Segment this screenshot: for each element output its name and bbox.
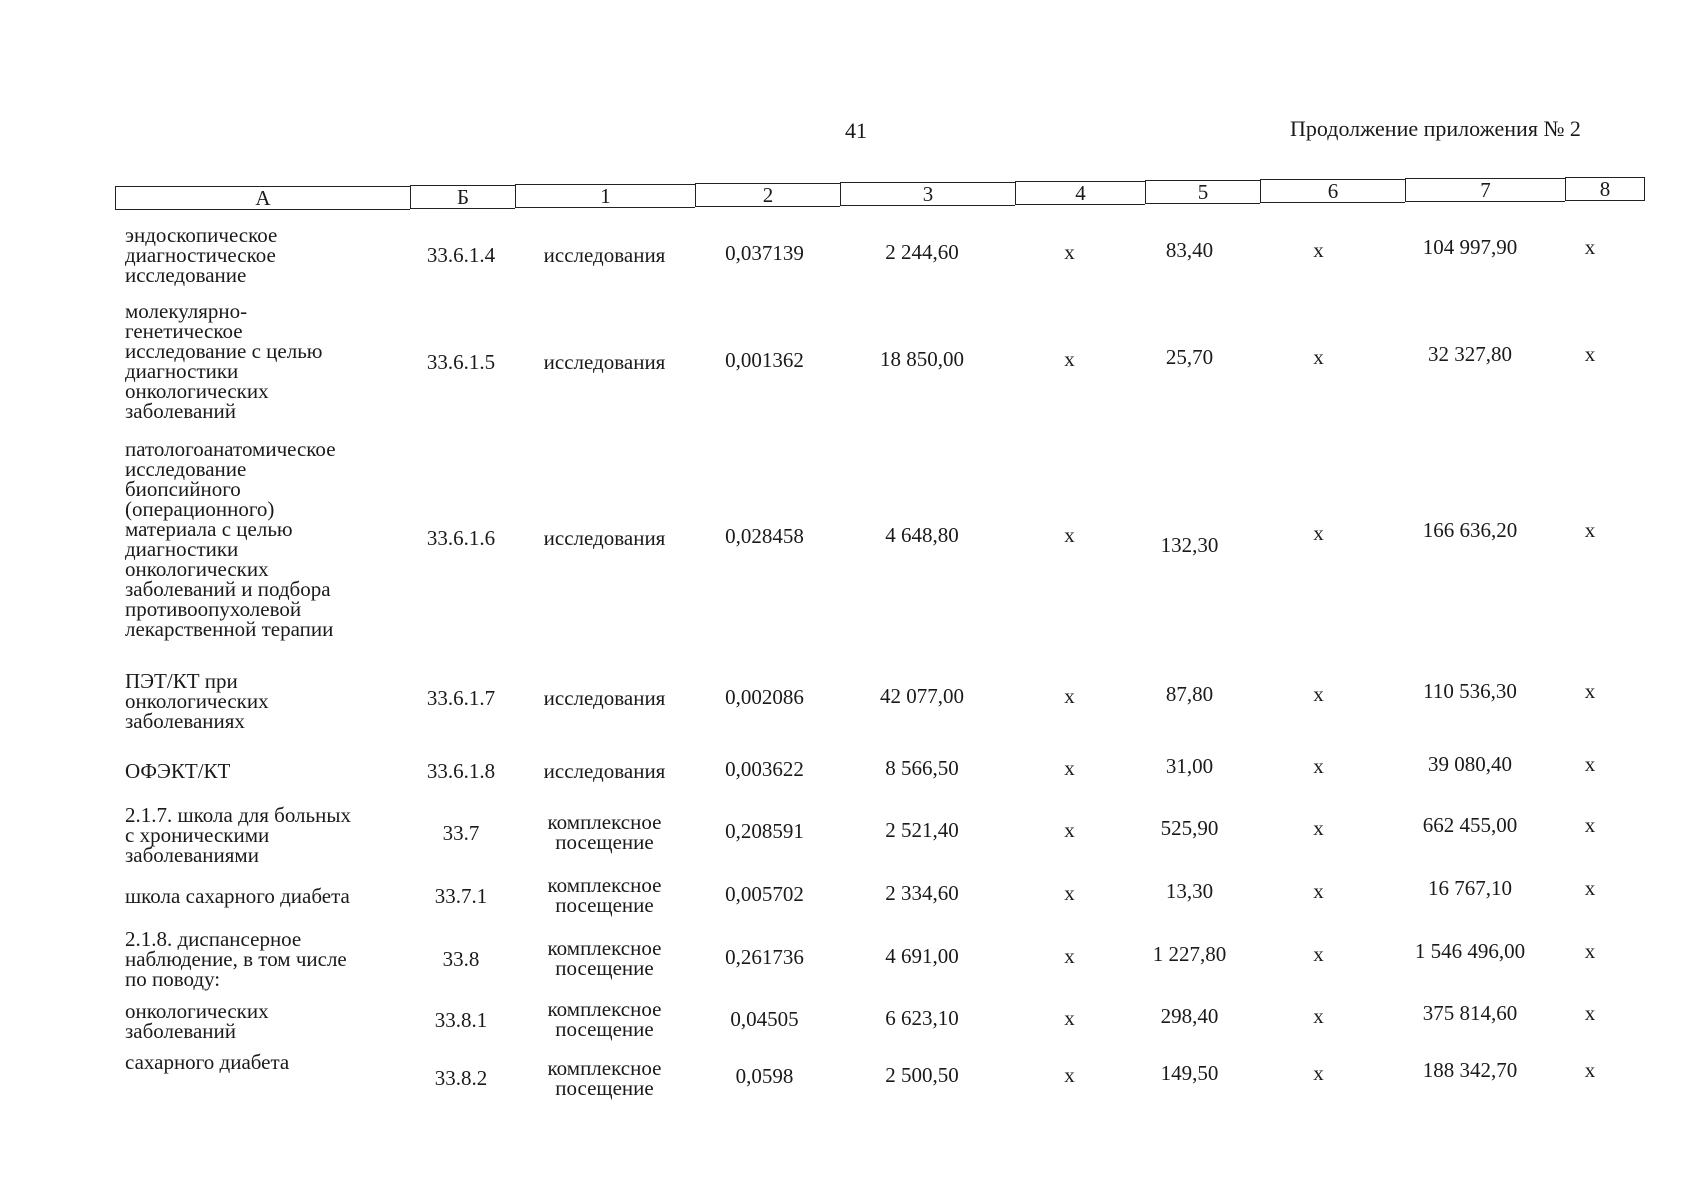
row-value-8: х — [1584, 518, 1596, 542]
header-cell-8: 8 — [1565, 177, 1645, 201]
row-value-6: х — [1313, 238, 1324, 262]
row-value-2: 0,037139 — [725, 241, 804, 265]
row-unit: исследования — [543, 759, 666, 783]
row-name: эндоскопическое диагностическое исследование — [125, 223, 278, 287]
row-value-3: 2 334,60 — [885, 881, 959, 905]
row-unit: исследования — [543, 686, 666, 710]
row-value-3: 4 648,80 — [885, 523, 959, 547]
row-name: сахарного диабета — [125, 1050, 290, 1074]
row-value-7: 32 327,80 — [1428, 342, 1512, 366]
row-name: молекулярно- генетическое исследование с целью диагностики онкологических заболеваний — [125, 299, 323, 423]
row-value-6: х — [1313, 816, 1324, 840]
header-cell-6: 6 — [1260, 179, 1405, 203]
row-value-4: х — [1064, 1006, 1075, 1030]
row-value-2: 0,0598 — [735, 1064, 794, 1088]
row-value-4: х — [1064, 881, 1075, 905]
row-value-2: 0,028458 — [725, 524, 804, 548]
row-value-8: х — [1584, 813, 1596, 837]
row-value-7: 166 636,20 — [1422, 518, 1518, 542]
header-cell-1: 1 — [515, 184, 695, 208]
row-value-5: 298,40 — [1160, 1004, 1219, 1028]
row-value-7: 39 080,40 — [1428, 752, 1512, 776]
row-value-8: х — [1584, 752, 1596, 776]
row-value-5: 149,50 — [1160, 1061, 1219, 1085]
row-unit: комплексное посещение — [547, 810, 662, 854]
row-value-8: х — [1584, 342, 1596, 366]
row-value-3: 42 077,00 — [880, 684, 964, 708]
header-cell-2: 2 — [695, 183, 840, 207]
row-value-8: х — [1584, 235, 1596, 259]
row-unit: исследования — [543, 243, 666, 267]
row-value-3: 18 850,00 — [880, 347, 964, 371]
row-value-3: 2 521,40 — [885, 818, 959, 842]
row-name: 2.1.8. диспансерное наблюдение, в том числе по поводу: — [125, 927, 347, 991]
header-cell-b: Б — [410, 185, 515, 209]
row-name: ОФЭКТ/КТ — [125, 759, 231, 783]
row-value-2: 0,005702 — [725, 882, 804, 906]
row-code: 33.6.1.6 — [426, 526, 496, 550]
row-value-6: х — [1313, 1004, 1324, 1028]
page-number: 41 — [845, 118, 867, 143]
row-value-4: х — [1064, 944, 1075, 968]
row-value-5: 31,00 — [1165, 754, 1214, 778]
row-value-7: 110 536,30 — [1423, 679, 1517, 703]
header-cell-a: А — [115, 186, 410, 210]
row-value-4: х — [1064, 523, 1075, 547]
row-unit: исследования — [543, 350, 666, 374]
row-value-2: 0,003622 — [725, 757, 804, 781]
row-value-3: 2 500,50 — [885, 1063, 959, 1087]
row-value-6: х — [1313, 521, 1324, 545]
row-value-8: х — [1584, 876, 1596, 900]
row-value-5: 87,80 — [1165, 682, 1214, 706]
row-name: 2.1.7. школа для больных с хроническими заболеваниями — [125, 803, 351, 867]
row-value-7: 104 997,90 — [1422, 235, 1518, 259]
row-value-8: х — [1584, 939, 1596, 963]
row-value-7: 375 814,60 — [1422, 1001, 1518, 1025]
header-cell-7: 7 — [1405, 178, 1565, 202]
row-value-2: 0,002086 — [725, 685, 804, 709]
row-value-6: х — [1313, 942, 1324, 966]
row-value-4: х — [1064, 347, 1075, 371]
row-value-3: 2 244,60 — [885, 240, 959, 264]
row-value-4: х — [1064, 240, 1075, 264]
row-unit: комплексное посещение — [547, 997, 662, 1041]
row-value-6: х — [1313, 754, 1324, 778]
row-name: онкологических заболеваний — [125, 999, 269, 1043]
row-value-4: х — [1064, 1063, 1075, 1087]
row-value-7: 188 342,70 — [1422, 1058, 1518, 1082]
header-cell-5: 5 — [1145, 180, 1260, 204]
row-name: ПЭТ/КТ при онкологических заболеваниях — [125, 669, 269, 733]
row-value-8: х — [1584, 1001, 1596, 1025]
row-unit: исследования — [543, 526, 666, 550]
row-code: 33.8.1 — [434, 1008, 488, 1032]
appendix-continuation-note: Продолжение приложения № 2 — [1290, 116, 1581, 141]
row-value-6: х — [1313, 345, 1324, 369]
row-code: 33.7.1 — [434, 884, 488, 908]
row-code: 33.8 — [442, 947, 480, 971]
row-code: 33.8.2 — [434, 1066, 488, 1090]
row-value-5: 525,90 — [1160, 816, 1219, 840]
row-value-2: 0,001362 — [725, 348, 804, 372]
row-value-6: х — [1313, 879, 1324, 903]
row-value-5: 132,30 — [1160, 533, 1219, 557]
row-value-6: х — [1313, 1061, 1324, 1085]
row-value-5: 83,40 — [1165, 238, 1214, 262]
row-code: 33.6.1.4 — [426, 243, 496, 267]
row-name: патологоанатомическое исследование биопсийного (операционного) материала с целью диагностики онкологических заболеваний и подбора противоопухолевой лекарственной терапии — [125, 437, 336, 641]
row-value-3: 6 623,10 — [885, 1006, 959, 1030]
row-value-2: 0,208591 — [725, 819, 804, 843]
header-cell-4: 4 — [1015, 181, 1145, 205]
row-value-4: х — [1064, 818, 1075, 842]
row-code: 33.6.1.5 — [426, 350, 496, 374]
row-unit: комплексное посещение — [547, 873, 662, 917]
row-value-2: 0,04505 — [730, 1007, 799, 1031]
row-value-7: 16 767,10 — [1428, 876, 1512, 900]
row-value-8: х — [1584, 679, 1596, 703]
row-value-2: 0,261736 — [725, 945, 804, 969]
header-cell-3: 3 — [840, 182, 1015, 206]
row-code: 33.7 — [442, 821, 480, 845]
row-value-6: х — [1313, 682, 1324, 706]
row-value-5: 13,30 — [1165, 879, 1214, 903]
row-unit: комплексное посещение — [547, 1056, 662, 1100]
row-value-5: 25,70 — [1165, 345, 1214, 369]
row-value-7: 662 455,00 — [1422, 813, 1518, 837]
row-value-5: 1 227,80 — [1152, 942, 1227, 966]
row-value-8: х — [1584, 1058, 1596, 1082]
row-unit: комплексное посещение — [547, 936, 662, 980]
row-name: школа сахарного диабета — [125, 884, 350, 908]
row-code: 33.6.1.8 — [426, 759, 496, 783]
row-value-4: х — [1064, 756, 1075, 780]
row-code: 33.6.1.7 — [426, 686, 496, 710]
row-value-3: 4 691,00 — [885, 944, 959, 968]
row-value-7: 1 546 496,00 — [1414, 939, 1526, 963]
row-value-4: х — [1064, 684, 1075, 708]
row-value-3: 8 566,50 — [885, 756, 959, 780]
